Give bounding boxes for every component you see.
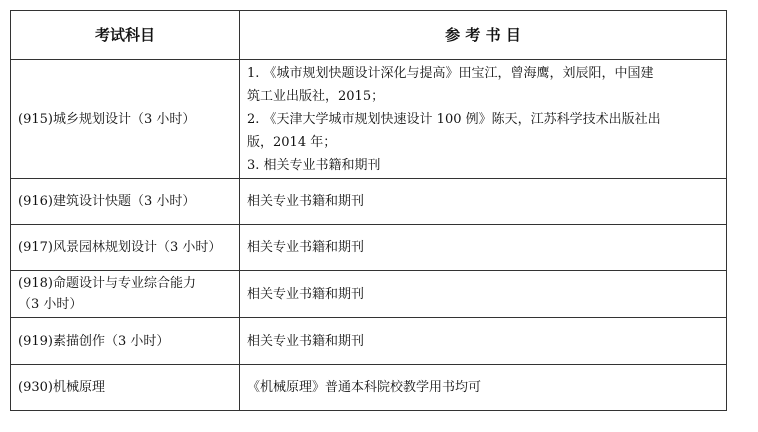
subject-text: (919)素描创作（3 小时） <box>18 333 170 349</box>
subject-text: (917)风景园林规划设计（3 小时） <box>18 240 222 255</box>
subject-cell <box>11 179 240 225</box>
table-row <box>11 225 727 271</box>
table-row <box>11 318 727 365</box>
subject-cell <box>11 365 240 411</box>
header-row <box>11 11 727 60</box>
subject-cell <box>11 60 240 179</box>
subject-text: (918)命题设计与专业综合能力 <box>18 276 196 291</box>
book-line: 相关专业书籍和期刊 <box>247 194 365 209</box>
subject-text: (915)城乡规划设计（3 小时） <box>18 111 196 127</box>
books-cell <box>240 179 727 225</box>
table-row <box>11 271 727 318</box>
book-line: 相关专业书籍和期刊 <box>247 333 365 349</box>
subject-text: (916)建筑设计快题（3 小时） <box>18 194 196 209</box>
books-cell <box>240 271 727 318</box>
books-cell <box>240 318 727 365</box>
books-cell <box>240 60 727 179</box>
book-line: 相关专业书籍和期刊 <box>247 240 365 255</box>
subject-cell <box>11 225 240 271</box>
book-line: 筑工业出版社，2015； <box>247 88 385 104</box>
book-line: 2. 《天津大学城市规划快速设计 100 例》陈天，江苏科学技术出版社出 <box>247 111 661 127</box>
subject-cell <box>11 271 240 318</box>
book-line: 版，2014 年； <box>247 134 337 150</box>
books-cell <box>240 365 727 411</box>
subject-cell <box>11 318 240 365</box>
book-line: 3. 相关专业书籍和期刊 <box>247 157 381 173</box>
table-row <box>11 60 727 179</box>
book-line: 相关专业书籍和期刊 <box>247 286 365 302</box>
header-books: 参 考 书 目 <box>240 11 727 60</box>
book-line: 《机械原理》普通本科院校教学用书均可 <box>247 380 482 395</box>
table-row <box>11 179 727 225</box>
reference-books-table <box>10 10 727 411</box>
book-line: 1. 《城市规划快题设计深化与提高》田宝江，曾海鹰，刘辰阳，中国建 <box>247 65 654 81</box>
subject-text: (930)机械原理 <box>18 380 105 395</box>
books-cell <box>240 225 727 271</box>
table-row <box>11 365 727 411</box>
subject-text: （3 小时） <box>18 297 83 312</box>
header-subject: 考试科目 <box>11 11 240 60</box>
